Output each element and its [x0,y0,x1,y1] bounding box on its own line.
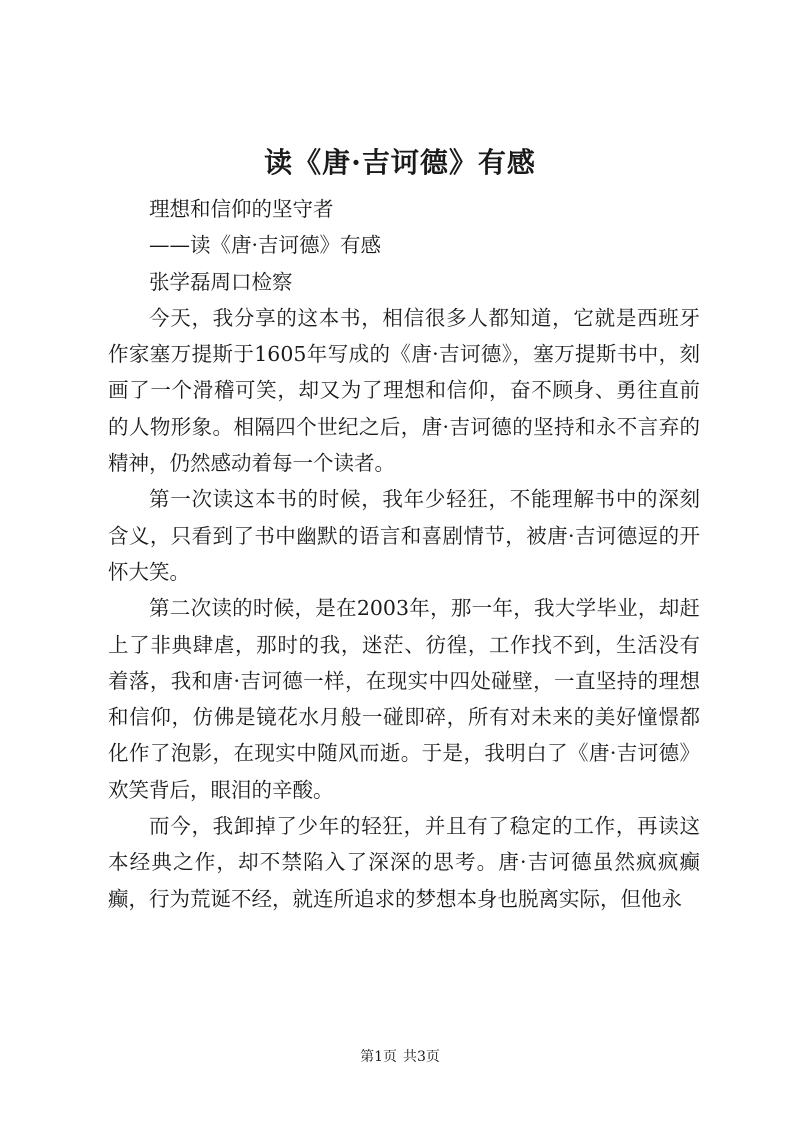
page-footer [0,1047,800,1067]
body-paragraph: 今天，我分享的这本书，相信很多人都知道，它就是西班牙作家塞万提斯于1605年写成的《唐·吉诃德》，塞万提斯书中，刻画了一个滑稽可笑，却又为了理想和信仰，奋不顾身、勇往直前的人物形象。相隔四个世纪之后，唐·吉诃德的坚持和永不言弃的精神，仍然感动着每一个读者。 [108,305,700,476]
body-paragraph: 第一次读这本书的时候，我年少轻狂，不能理解书中的深刻含义，只看到了书中幽默的语言和喜剧情节，被唐·吉诃德逗的开怀大笑。 [108,487,700,584]
body-paragraph: 而今，我卸掉了少年的轻狂，并且有了稳定的工作，再读这本经典之作，却不禁陷入了深深的思考。唐·吉诃德虽然疯疯癫癫，行为荒诞不经，就连所追求的梦想本身也脱离实际，但他永 [108,814,700,911]
document-body [108,191,700,917]
subtitle-paragraph: 理想和信仰的坚守者 [149,197,334,221]
page-number: 第1页 [360,1049,397,1065]
subtitle-source-paragraph: ——读《唐·吉诃德》有感 [149,233,382,258]
document-title: 读《唐·吉诃德》有感 [264,146,536,179]
body-paragraph: 第二次读的时候，是在2003年，那一年，我大学毕业，却赶上了非典肆虐，那时的我，迷茫、彷徨，工作找不到，生活没有着落，我和唐·吉诃德一样，在现实中四处碰壁，一直坚持的理想和信仰，仿佛是镜花水月般一碰即碎，所有对未来的美好憧憬都化作了泡影，在现实中随风而逝。于是，我明白了《唐·吉诃德》欢笑背后，眼泪的辛酸。 [108,596,700,802]
page-total: 共3页 [403,1049,440,1065]
author-paragraph: 张学磊周口检察 [149,269,293,294]
